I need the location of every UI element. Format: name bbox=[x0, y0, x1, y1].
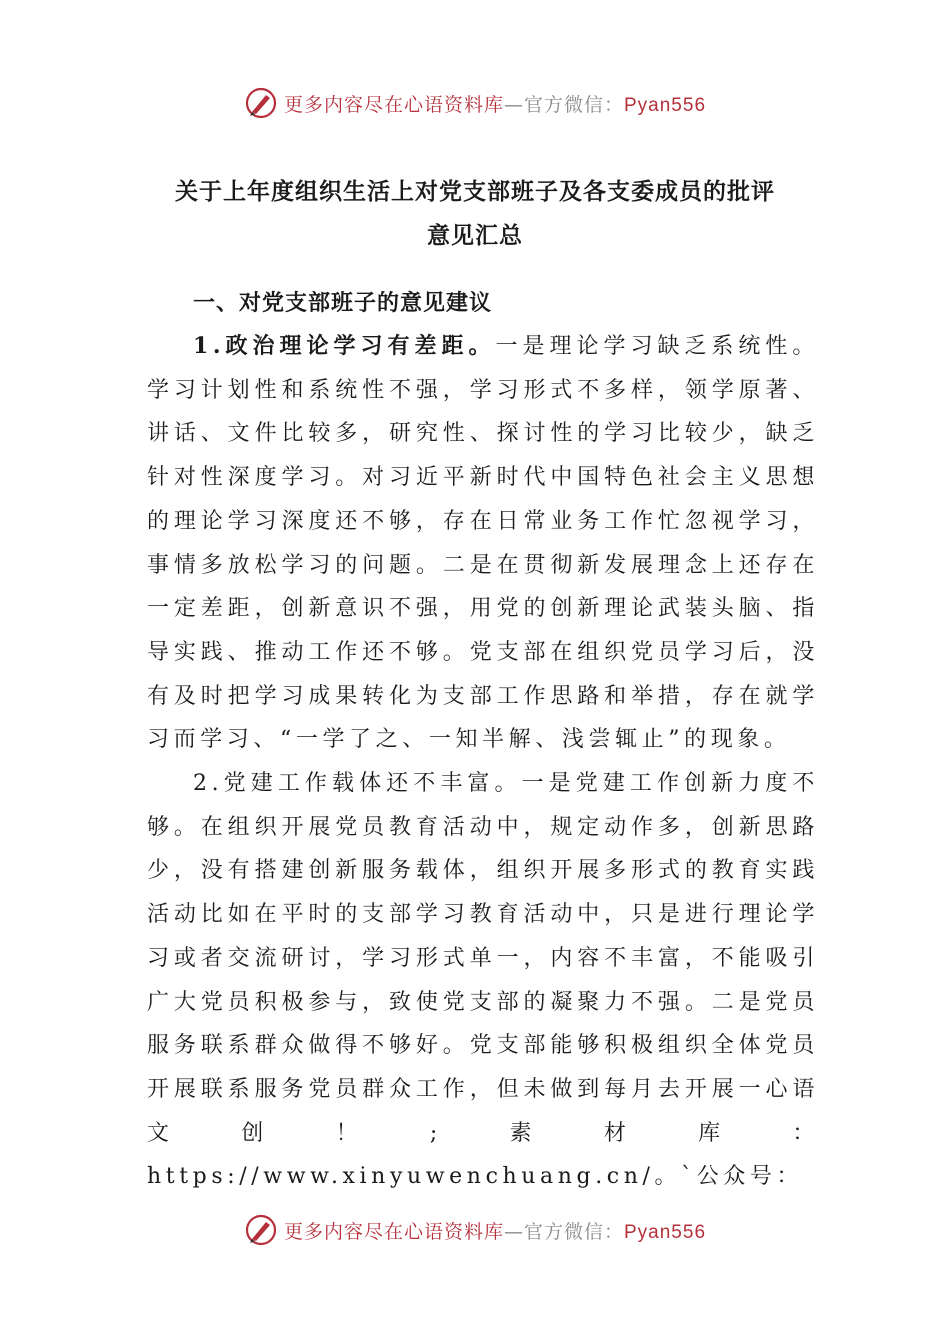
banner-wechat-id: Pyan556 bbox=[624, 94, 707, 116]
section-heading: 一、对党支部班子的意见建议 bbox=[193, 290, 493, 316]
paragraph-1-text: 一是理论学习缺乏系统性。学习计划性和系统性不强，学习形式不多样，领学原著、讲话、文件比较多，研究性、探讨性的学习比较少，缺乏针对性深度学习。对习近平新时代中国特色社会主义思想的理论学习深度还不够，存在日常业务工作忙忽视学习，事情多放松学习的问题。二是在贯彻新发展理念上还存在一定差距，创新意识不强，用党的创新理论武装头脑、指导实践、推动工作还不够。党支部在组织党员学习后，没有及时把学习成果转化为支部工作思路和举措，存在就学习而学习、“一学了之、一知半解、浅尝辄止”的现象。 bbox=[147, 334, 819, 753]
header-banner bbox=[0, 86, 950, 120]
banner-text bbox=[284, 90, 706, 117]
document-body bbox=[147, 325, 819, 1199]
banner-text bbox=[284, 1217, 706, 1244]
banner-wechat-id: Pyan556 bbox=[624, 1221, 707, 1243]
banner-wechat-label: 官方微信： bbox=[523, 1220, 624, 1243]
title-line-1: 关于上年度组织生活上对党支部班子及各支委成员的批评 bbox=[175, 178, 775, 205]
banner-wechat-label: 官方微信： bbox=[523, 93, 624, 116]
banner-main-text: 更多内容尽在心语资料库 bbox=[283, 1220, 504, 1243]
document-title bbox=[0, 170, 950, 258]
banner-main-text: 更多内容尽在心语资料库 bbox=[283, 93, 504, 116]
paragraph-2: 2.党建工作载体还不丰富。一是党建工作创新力度不够。在组织开展党员教育活动中，规定动作多，创新思路少，没有搭建创新服务载体，组织开展多形式的教育实践活动比如在平时的支部学习教育活动中，只是进行理论学习或者交流研讨，学习形式单一，内容不丰富，不能吸引广大党员积极参与，致使党支部的凝聚力不强。二是党员服务联系群众做得不够好。党支部能够积极组织全体党员开展联系服务党员群众工作，但未做到每月去开展一心语文创！;素材库：https://www.xinyuwenchuang.cn/。`公众号： bbox=[147, 771, 819, 1190]
pen-logo-icon bbox=[244, 86, 278, 120]
footer-banner bbox=[0, 1213, 950, 1247]
banner-separator: — bbox=[503, 93, 524, 116]
banner-separator: — bbox=[503, 1220, 524, 1243]
title-line-2: 意见汇总 bbox=[427, 222, 523, 249]
paragraph-1 bbox=[147, 325, 819, 762]
paragraph-1-lead: 1.政治理论学习有差距。 bbox=[193, 333, 496, 359]
pen-logo-icon bbox=[244, 1213, 278, 1247]
